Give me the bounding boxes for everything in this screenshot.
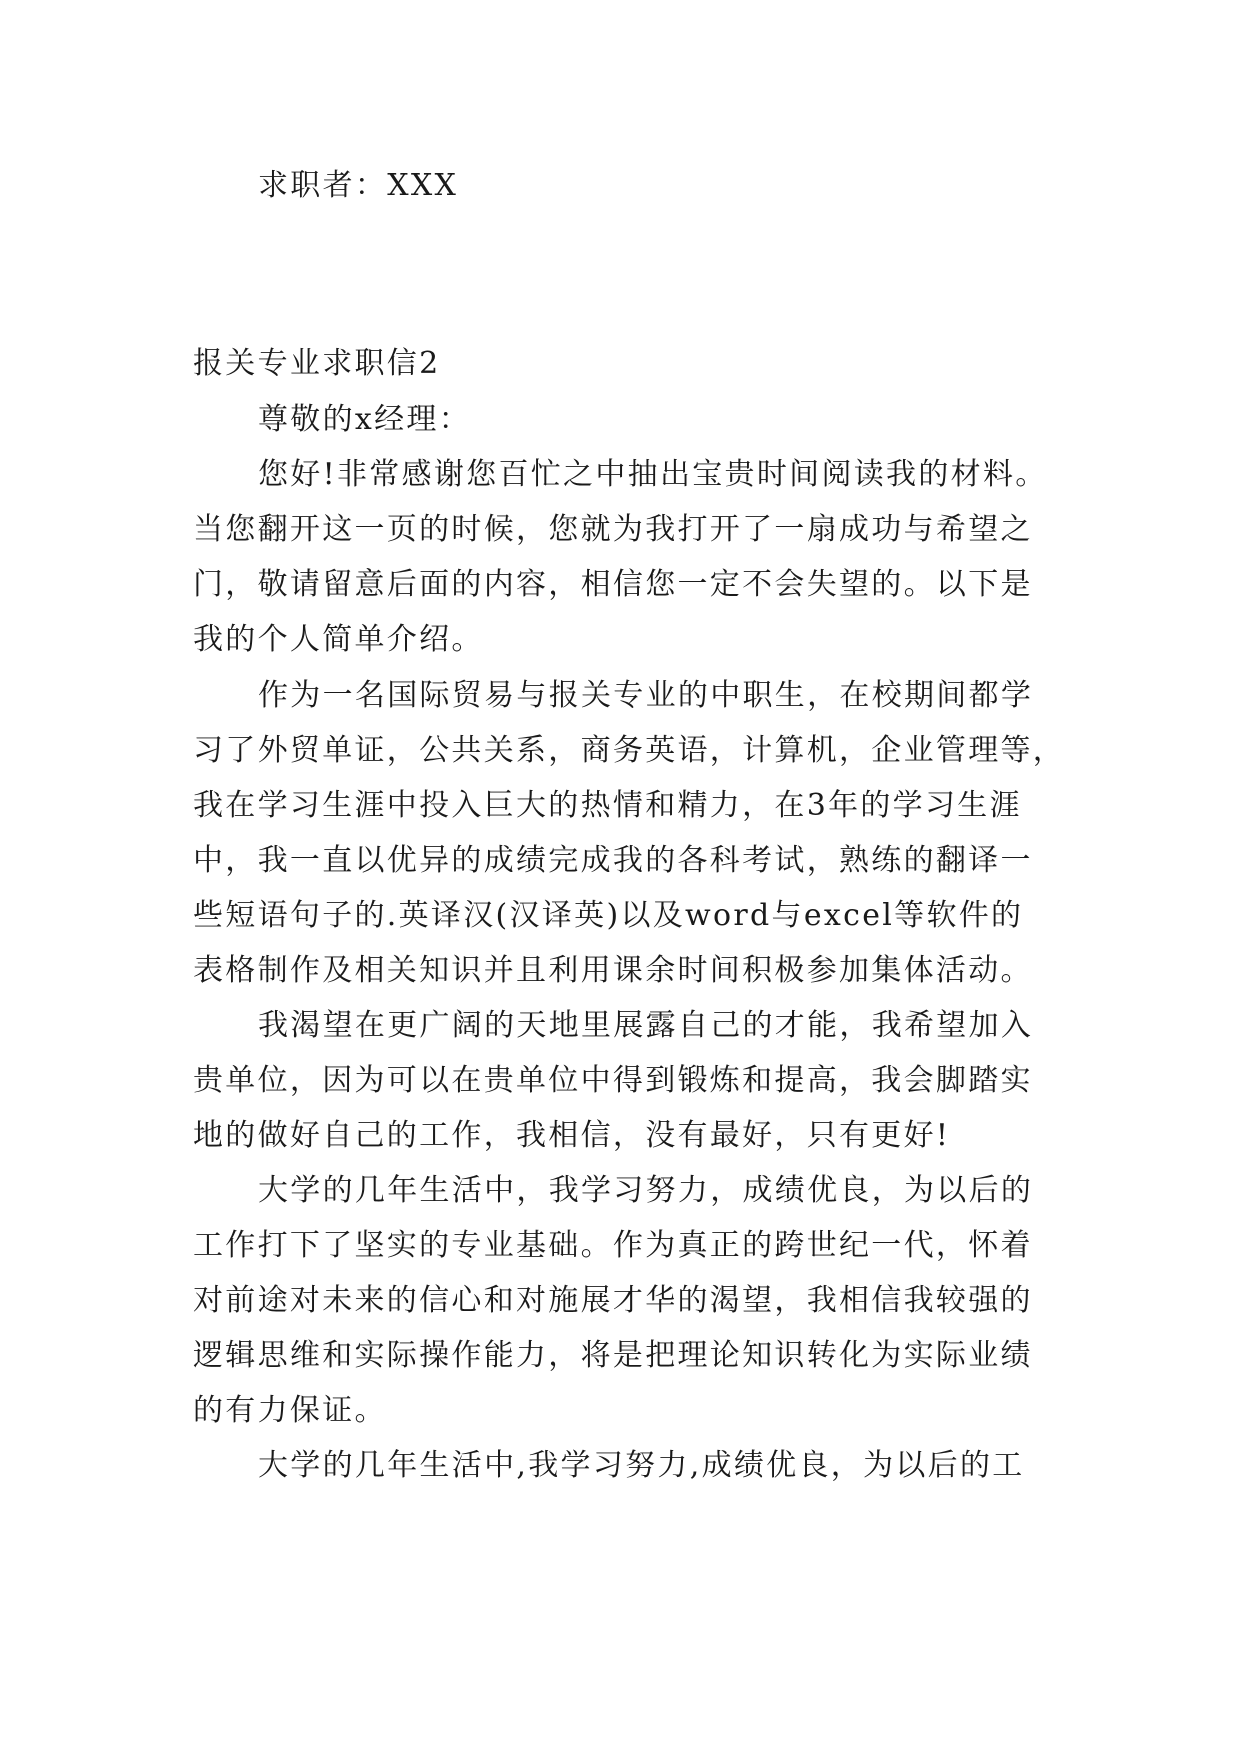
salutation: 尊敬的x经理： xyxy=(258,402,472,437)
applicant-signature: 求职者：XXX xyxy=(258,168,459,203)
paragraph-line: 习了外贸单证，公共关系，商务英语，计算机，企业管理等， xyxy=(193,733,1066,768)
paragraph-line: 我的个人简单介绍。 xyxy=(193,622,484,657)
paragraph-line: 些短语句子的.英译汉(汉译英)以及word与excel等软件的 xyxy=(193,898,1024,933)
paragraph-line: 表格制作及相关知识并且利用课余时间积极参加集体活动。 xyxy=(193,953,1033,988)
paragraph-line: 中，我一直以优异的成绩完成我的各科考试，熟练的翻译一 xyxy=(193,843,1033,878)
paragraph-line: 当您翻开这一页的时候，您就为我打开了一扇成功与希望之 xyxy=(193,512,1033,547)
paragraph-line: 对前途对未来的信心和对施展才华的渴望，我相信我较强的 xyxy=(193,1283,1033,1318)
paragraph-line: 大学的几年生活中，我学习努力，成绩优良，为以后的 xyxy=(258,1173,1034,1208)
paragraph-line: 地的做好自己的工作，我相信，没有最好，只有更好! xyxy=(193,1118,951,1153)
letter-title: 报关专业求职信2 xyxy=(193,346,441,381)
paragraph-line: 大学的几年生活中,我学习努力,成绩优良，为以后的工 xyxy=(258,1448,1025,1483)
paragraph-line: 的有力保证。 xyxy=(193,1393,387,1428)
paragraph-line: 贵单位，因为可以在贵单位中得到锻炼和提高，我会脚踏实 xyxy=(193,1063,1033,1098)
paragraph-line: 我渴望在更广阔的天地里展露自己的才能，我希望加入 xyxy=(258,1008,1034,1043)
paragraph-line: 工作打下了坚实的专业基础。作为真正的跨世纪一代，怀着 xyxy=(193,1228,1033,1263)
paragraph-line: 我在学习生涯中投入巨大的热情和精力，在3年的学习生涯 xyxy=(193,788,1022,823)
paragraph-line: 您好!非常感谢您百忙之中抽出宝贵时间阅读我的材料。 xyxy=(258,457,1048,492)
paragraph-line: 门，敬请留意后面的内容，相信您一定不会失望的。以下是 xyxy=(193,567,1033,602)
paragraph-line: 逻辑思维和实际操作能力，将是把理论知识转化为实际业绩 xyxy=(193,1338,1033,1373)
paragraph-line: 作为一名国际贸易与报关专业的中职生，在校期间都学 xyxy=(258,678,1034,713)
